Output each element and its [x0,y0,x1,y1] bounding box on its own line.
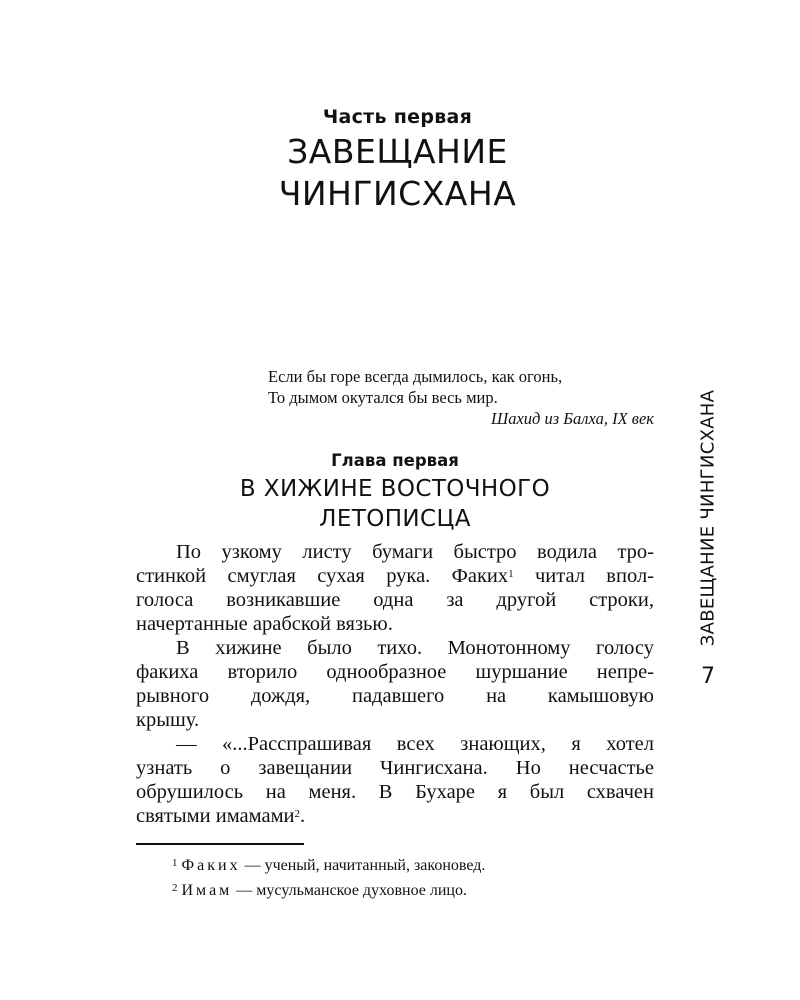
running-head-text: ЗАВЕЩАНИЕ ЧИНГИСХАНА [697,389,719,647]
text-line: голоса возникавшие одна за другой строки, [136,589,654,611]
text-line: узнать о завещании Чингисхана. Но несчастье [136,757,654,779]
page-number: 7 [701,664,715,689]
text-fragment: святыми имамами [136,805,295,827]
footnote-term: Имам [181,882,233,899]
footnote-divider [136,843,304,845]
epigraph [268,366,654,429]
text-fragment: . [300,805,306,827]
footnote-text: — ученый, начитанный, законовед. [240,857,486,874]
text-line: По узкому листу бумаги быстро водила тро- [176,541,654,563]
part-label: Часть первая [322,106,473,128]
text-line: В хижине было тихо. Монотонному голосу [176,637,654,659]
footnote [172,878,652,903]
text-line: начертанные арабской вязью. [136,613,393,635]
chapter-label: Глава первая [331,451,459,470]
text-line [136,564,654,588]
footnotes [172,853,652,903]
footnote [172,853,652,878]
part-title-line: ЗАВЕЩАНИЕ [287,132,508,171]
footnote-mark: 1 [172,857,178,869]
footnote-text: — мусульманское духовное лицо. [232,882,467,899]
text-line: — «...Расспрашивая всех знающих, я хотел [176,733,654,755]
text-fragment: читал впол- [513,565,654,587]
epigraph-line: Если бы горе всегда дымилось, как огонь, [268,367,563,386]
part-title-line: ЧИНГИСХАНА [278,174,517,213]
footnote-term: Факих [181,857,241,874]
part-title [0,131,795,215]
body-text [136,540,654,828]
epigraph-attribution: Шахид из Балха, IX век [490,409,654,428]
footnote-ref: 1 [508,568,514,580]
text-line: факиха вторило однообразное шуршание непре- [136,661,654,683]
text-line: рывного дождя, падавшего на камышовую [136,685,654,707]
chapter-title-line: ЛЕТОПИСЦА [319,506,471,532]
epigraph-line: То дымом окутался бы весь мир. [268,388,498,407]
text-line: крышу. [136,709,200,731]
running-head [688,389,728,647]
text-line [136,804,654,828]
chapter-title [0,474,790,534]
text-fragment: стинкой смуглая сухая рука. Факих [136,565,509,587]
footnote-mark: 2 [172,882,178,894]
footnote-ref: 2 [294,808,301,820]
text-line: обрушилось на меня. В Бухаре я был схвачен [136,781,654,803]
chapter-title-line: В ХИЖИНЕ ВОСТОЧНОГО [239,476,551,502]
